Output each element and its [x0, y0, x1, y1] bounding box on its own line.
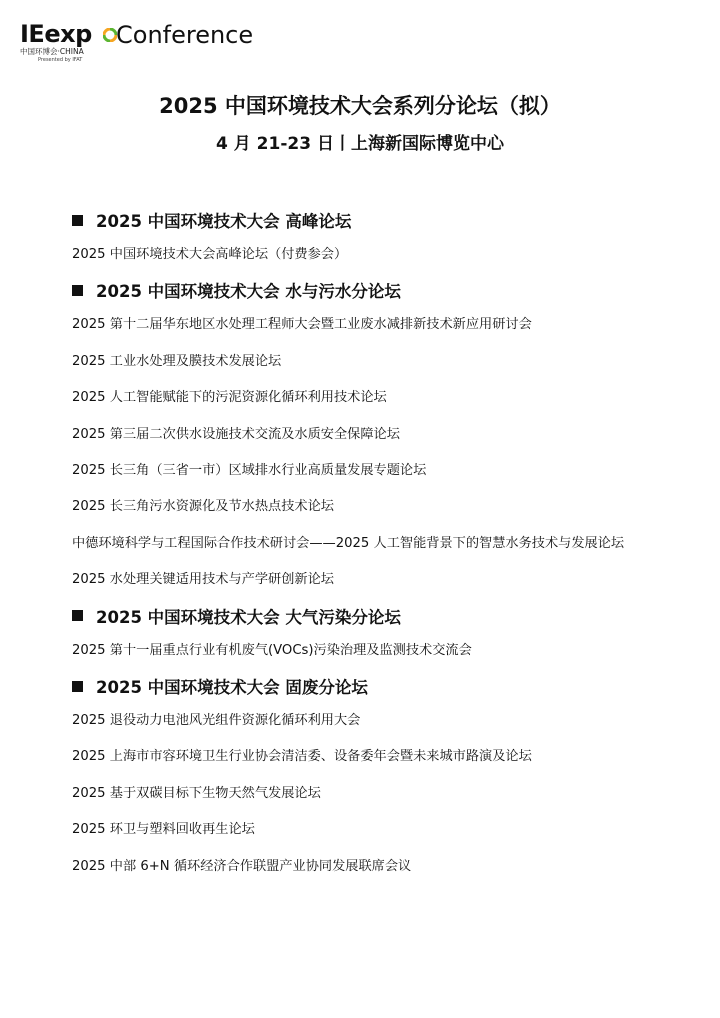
list-item: 2025 长三角污水资源化及节水热点技术论坛 — [72, 499, 334, 515]
logo-presented: Presented by IFAT — [38, 57, 83, 63]
section-heading-text: 2025 中国环境技术大会 水与污水分论坛 — [96, 282, 401, 302]
list-item: 2025 第十一届重点行业有机废气(VOCs)污染治理及监测技术交流会 — [72, 642, 472, 658]
logo-subtitle: 中国环博会·CHINA — [20, 47, 84, 56]
logo-o-icon — [103, 28, 117, 42]
list-item: 2025 上海市市容环境卫生行业协会清洁委、设备委年会暨未来城市路演及论坛 — [72, 749, 532, 765]
logo-sub-cn: 中国环博会 — [20, 47, 58, 56]
list-item: 2025 人工智能赋能下的污泥资源化循环利用技术论坛 — [72, 390, 387, 406]
section-heading-text: 2025 中国环境技术大会 固废分论坛 — [96, 678, 368, 698]
list-item: 2025 中国环境技术大会高峰论坛（付费参会） — [72, 247, 348, 262]
section-heading — [72, 203, 672, 237]
section-water — [72, 273, 672, 598]
page-title: 2025 中国环境技术大会系列分论坛（拟） — [159, 94, 561, 118]
square-bullet-icon — [72, 285, 83, 296]
square-bullet-icon — [72, 215, 83, 226]
list-item: 2025 水处理关键适用技术与产学研创新论坛 — [72, 572, 334, 588]
list-item: 2025 第三届二次供水设施技术交流及水质安全保障论坛 — [72, 426, 400, 442]
section-heading — [72, 669, 672, 703]
list-item: 中德环境科学与工程国际合作技术研讨会——2025 人工智能背景下的智慧水务技术与发展论坛 — [72, 535, 625, 551]
ieexpo-logo — [20, 20, 260, 64]
logo-sub-en: CHINA — [59, 47, 84, 56]
list-item: 2025 退役动力电池风光组件资源化循环利用大会 — [72, 713, 361, 729]
list-item: 2025 工业水处理及膜技术发展论坛 — [72, 353, 282, 369]
section-summit — [72, 203, 672, 273]
section-heading-text: 2025 中国环境技术大会 高峰论坛 — [96, 212, 352, 231]
list-item: 2025 中部 6+N 循环经济合作联盟产业协同发展联席会议 — [72, 858, 412, 874]
square-bullet-icon — [72, 610, 83, 621]
section-heading — [72, 273, 672, 307]
section-air — [72, 599, 672, 669]
section-solid-waste — [72, 669, 672, 885]
logo-conference: Conference — [116, 21, 254, 49]
forum-list — [72, 203, 672, 885]
section-heading — [72, 599, 672, 633]
square-bullet-icon — [72, 681, 83, 692]
list-item: 2025 基于双碳目标下生物天然气发展论坛 — [72, 785, 321, 801]
page-subtitle: 4 月 21-23 日丨上海新国际博览中心 — [216, 134, 504, 154]
section-heading-text: 2025 中国环境技术大会 大气污染分论坛 — [96, 607, 401, 627]
list-item: 2025 长三角（三省一市）区域排水行业高质量发展专题论坛 — [72, 463, 427, 479]
list-item: 2025 第十二届华东地区水处理工程师大会暨工业废水减排新技术新应用研讨会 — [72, 317, 532, 333]
list-item: 2025 环卫与塑料回收再生论坛 — [72, 822, 255, 838]
logo-wordmark: IEexp — [20, 20, 92, 48]
